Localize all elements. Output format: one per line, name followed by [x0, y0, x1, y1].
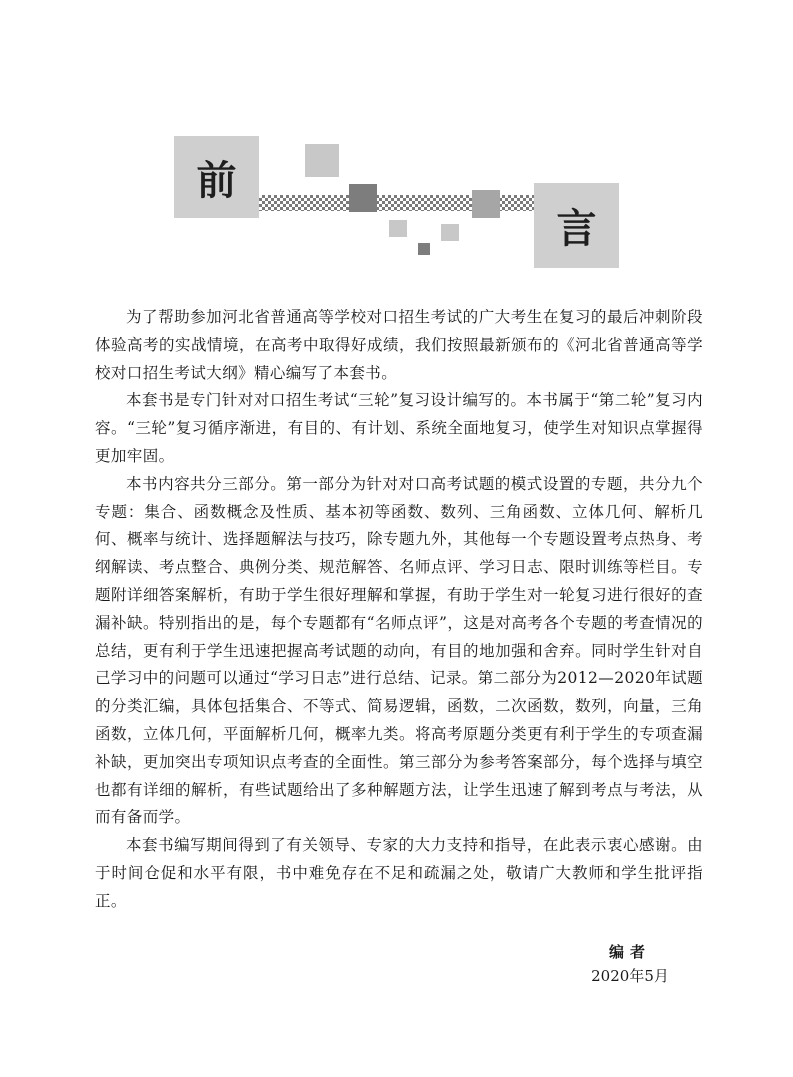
deco-square [349, 184, 377, 212]
paragraph: 本书内容共分三部分。第一部分为针对对口高考试题的模式设置的专题，共分九个专题：集合、函数概念及性质、基本初等函数、数列、三角函数、立体几何、解析几何、概率与统计、选择题解法与技巧，除专题九外，其他每一个专题设置考点热身、考纲解读、考点整合、典例分类、规范解答、名师点评、学习日志、限时训练等栏目。专题附详细答案解析，有助于学生很好理解和掌握，有助于学生对一轮复习进行很好的查漏补缺。特别指出的是，每个专题都有“名师点评”，这是对高考各个专题的考查情况的总结，更有利于学生迅速把握高考试题的动向，有目的地加强和舍弃。同时学生针对自己学习中的问题可以通过“学习日志”进行总结、记录。第二部分为2012—2020年试题的分类汇编，具体包括集合、不等式、简易逻辑，函数，二次函数，数列，向量，三角函数，立体几何，平面解析几何，概率九类。将高考原题分类更有利于学生的专项查漏补缺，更加突出专项知识点考查的全面性。第三部分为参考答案部分，每个选择与填空也都有详细的解析，有些试题给出了多种解题方法，让学生迅速了解到考点与考法，从而有备而学。 [95, 474, 703, 827]
signature [580, 940, 680, 988]
paragraph: 为了帮助参加河北省普通高等学校对口招生考试的广大考生在复习的最后冲刺阶段体验高考的实战情境，在高考中取得好成绩，我们按照最新颁布的《河北省普通高等学校对口招生考试大纲》精心编写了本套书。 [95, 308, 703, 382]
deco-square [305, 144, 339, 177]
title-char-qian: 前 [174, 136, 259, 218]
paragraph: 本套书编写期间得到了有关领导、专家的大力支持和指导，在此表示衷心感谢。由于时间仓促和水平有限，书中难免存在不足和疏漏之处，敬请广大教师和学生批评指正。 [95, 836, 703, 910]
date-label: 2020年5月 [591, 967, 669, 985]
deco-square [441, 224, 459, 241]
paragraph: 本套书是专门针对对口招生考试“三轮”复习设计编写的。本书属于“第二轮”复习内容。“三轮”复习循序渐进，有目的、有计划、系统全面地复习，使学生对知识点掌握得更加牢固。 [95, 391, 703, 465]
editor-label: 编者 [608, 943, 651, 961]
deco-square [418, 243, 430, 255]
deco-square [472, 190, 500, 218]
preface-body [95, 304, 703, 916]
title-char-yan: 言 [534, 183, 619, 268]
deco-square [389, 220, 407, 237]
title-graphic [0, 0, 793, 290]
